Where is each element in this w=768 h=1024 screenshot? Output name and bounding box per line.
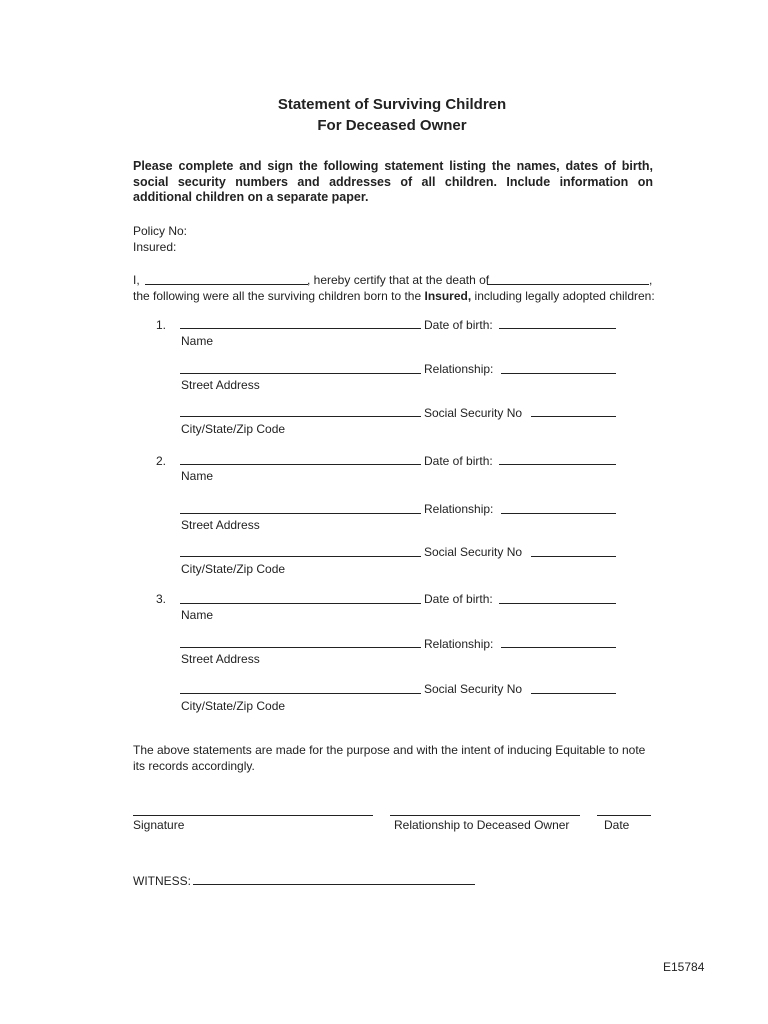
child-number: 3. (156, 592, 167, 606)
date-label: Date (604, 818, 630, 832)
relationship-field[interactable] (501, 647, 616, 648)
ssn-label: Social Security No (424, 545, 523, 559)
street-address-field[interactable] (180, 513, 421, 514)
form-title-line1: Statement of Surviving Children (277, 96, 507, 113)
dob-field[interactable] (499, 328, 616, 329)
street-address-label: Street Address (181, 518, 260, 532)
signature-label: Signature (133, 818, 185, 832)
street-address-field[interactable] (180, 647, 421, 648)
ssn-label: Social Security No (424, 406, 523, 420)
relationship-label: Relationship: (424, 637, 494, 651)
street-address-label: Street Address (181, 378, 260, 392)
relationship-label: Relationship: (424, 362, 494, 376)
date-field[interactable] (597, 815, 651, 816)
name-label: Name (181, 608, 214, 622)
insured-label: Insured: (133, 240, 177, 254)
witness-label: WITNESS: (133, 874, 192, 888)
certify-line2 (133, 289, 655, 303)
intro-paragraph: Please complete and sign the following statement listing the names, dates of birth, social security numbers and addresses of all children. Include information on additional children on a separate paper. (133, 159, 653, 204)
child-name-field[interactable] (180, 464, 421, 465)
relationship-label: Relationship: (424, 502, 494, 516)
city-state-zip-label: City/State/Zip Code (181, 422, 286, 436)
street-address-label: Street Address (181, 652, 260, 666)
city-state-zip-field[interactable] (180, 556, 421, 557)
signature-field[interactable] (133, 815, 373, 816)
dob-field[interactable] (499, 464, 616, 465)
child-number: 1. (156, 318, 167, 332)
certify-line2-insured: Insured, (424, 289, 472, 303)
child-number: 2. (156, 454, 167, 468)
city-state-zip-label: City/State/Zip Code (181, 562, 286, 576)
relationship-field[interactable] (501, 513, 616, 514)
dob-label: Date of birth: (424, 592, 493, 606)
witness-field[interactable] (193, 884, 475, 885)
ssn-field[interactable] (531, 416, 616, 417)
name-label: Name (181, 469, 214, 483)
certify-middle: , hereby certify that at the death of (307, 273, 490, 287)
ssn-field[interactable] (531, 556, 616, 557)
dob-field[interactable] (499, 603, 616, 604)
closing-statement: The above statements are made for the purpose and with the intent of inducing Equitable to note its records accordingly. (133, 743, 646, 773)
certifier-name-field[interactable] (145, 284, 308, 285)
street-address-field[interactable] (180, 373, 421, 374)
dob-label: Date of birth: (424, 318, 493, 332)
certify-prefix: I, (133, 273, 140, 287)
relationship-to-owner-field[interactable] (390, 815, 580, 816)
child-name-field[interactable] (180, 328, 421, 329)
relationship-field[interactable] (501, 373, 616, 374)
policy-number-label: Policy No: (133, 224, 188, 238)
city-state-zip-label: City/State/Zip Code (181, 699, 286, 713)
dob-label: Date of birth: (424, 454, 493, 468)
deceased-name-field[interactable] (487, 284, 649, 285)
certify-suffix: , (649, 273, 653, 287)
ssn-label: Social Security No (424, 682, 523, 696)
form-title-line2: For Deceased Owner (317, 117, 467, 134)
city-state-zip-field[interactable] (180, 416, 421, 417)
ssn-field[interactable] (531, 693, 616, 694)
child-name-field[interactable] (180, 603, 421, 604)
city-state-zip-field[interactable] (180, 693, 421, 694)
name-label: Name (181, 334, 214, 348)
certify-line2-a: the following were all the surviving children born to the (133, 289, 422, 303)
certify-line2-b: including legally adopted children: (474, 289, 655, 303)
form-code: E15784 (663, 960, 705, 974)
relationship-to-owner-label: Relationship to Deceased Owner (394, 818, 570, 832)
